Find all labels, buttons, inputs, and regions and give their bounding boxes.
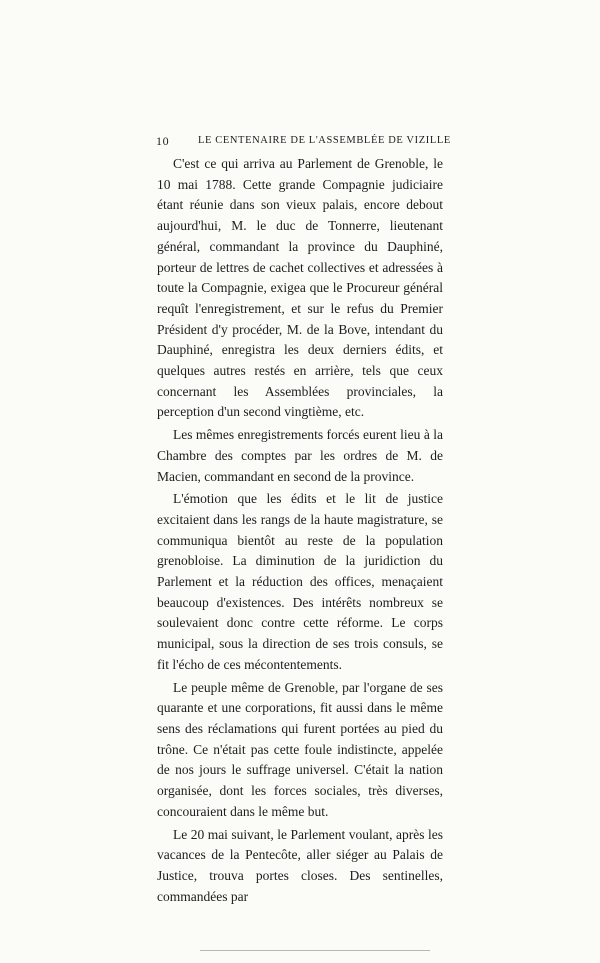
body-text: [157, 154, 443, 909]
paragraph: Les mêmes enregistrements forcés eurent lieu à la Chambre des comptes par les ordres de M. de Macien, commandant en second de la province.: [157, 427, 443, 484]
paragraph: C'est ce qui arriva au Parlement de Grenoble, le 10 mai 1788. Cette grande Compagnie judiciaire étant réunie dans son vieux palais, encore debout aujourd'hui, M. le duc de Tonnerre, lieutenant général, commandant la province du Dauphiné, porteur de lettres de cachet collectives et adressées à toute la Compagnie, exigea que le Procureur général requît l'enregistrement, et sur le refus du Premier Président d'y procéder, M. de la Bove, intendant du Dauphiné, enregistra les deux derniers édits, et quelques autres restés en arrière, tels que ceux concernant les Assemblées provinciales, la perception d'un second vingtième, etc.: [157, 156, 443, 420]
running-title: LE CENTENAIRE DE L'ASSEMBLÉE DE VIZILLE: [198, 135, 451, 146]
paragraph: L'émotion que les édits et le lit de justice excitaient dans les rangs de la haute magistrature, se communiqua bientôt au reste de la population grenobloise. La diminution de la juridiction du Parlement et la réduction des offices, menaçaient beaucoup d'existences. Des intérêts nombreux se soulevaient donc contre cette réforme. Le corps municipal, sous la direction de ses trois consuls, se fit l'écho de ces mécontentements.: [157, 491, 443, 672]
paragraph: Le 20 mai suivant, le Parlement voulant, après les vacances de la Pentecôte, aller siéger au Palais de Justice, trouva portes closes. Des sentinelles, commandées par: [157, 826, 443, 904]
bottom-edge-rule: [200, 950, 430, 951]
page-number: 10: [156, 134, 170, 148]
paragraph: Le peuple même de Grenoble, par l'organe de ses quarante et une corporations, fit aussi dans le même sens des réclamations qui furent portées au pied du trône. Ce n'était pas cette foule indistincte, appelée de nos jours le suffrage universel. C'était la nation organisée, dont les forces sociales, très diverses, concouraient dans le même but.: [157, 679, 443, 819]
running-head: [156, 133, 456, 149]
